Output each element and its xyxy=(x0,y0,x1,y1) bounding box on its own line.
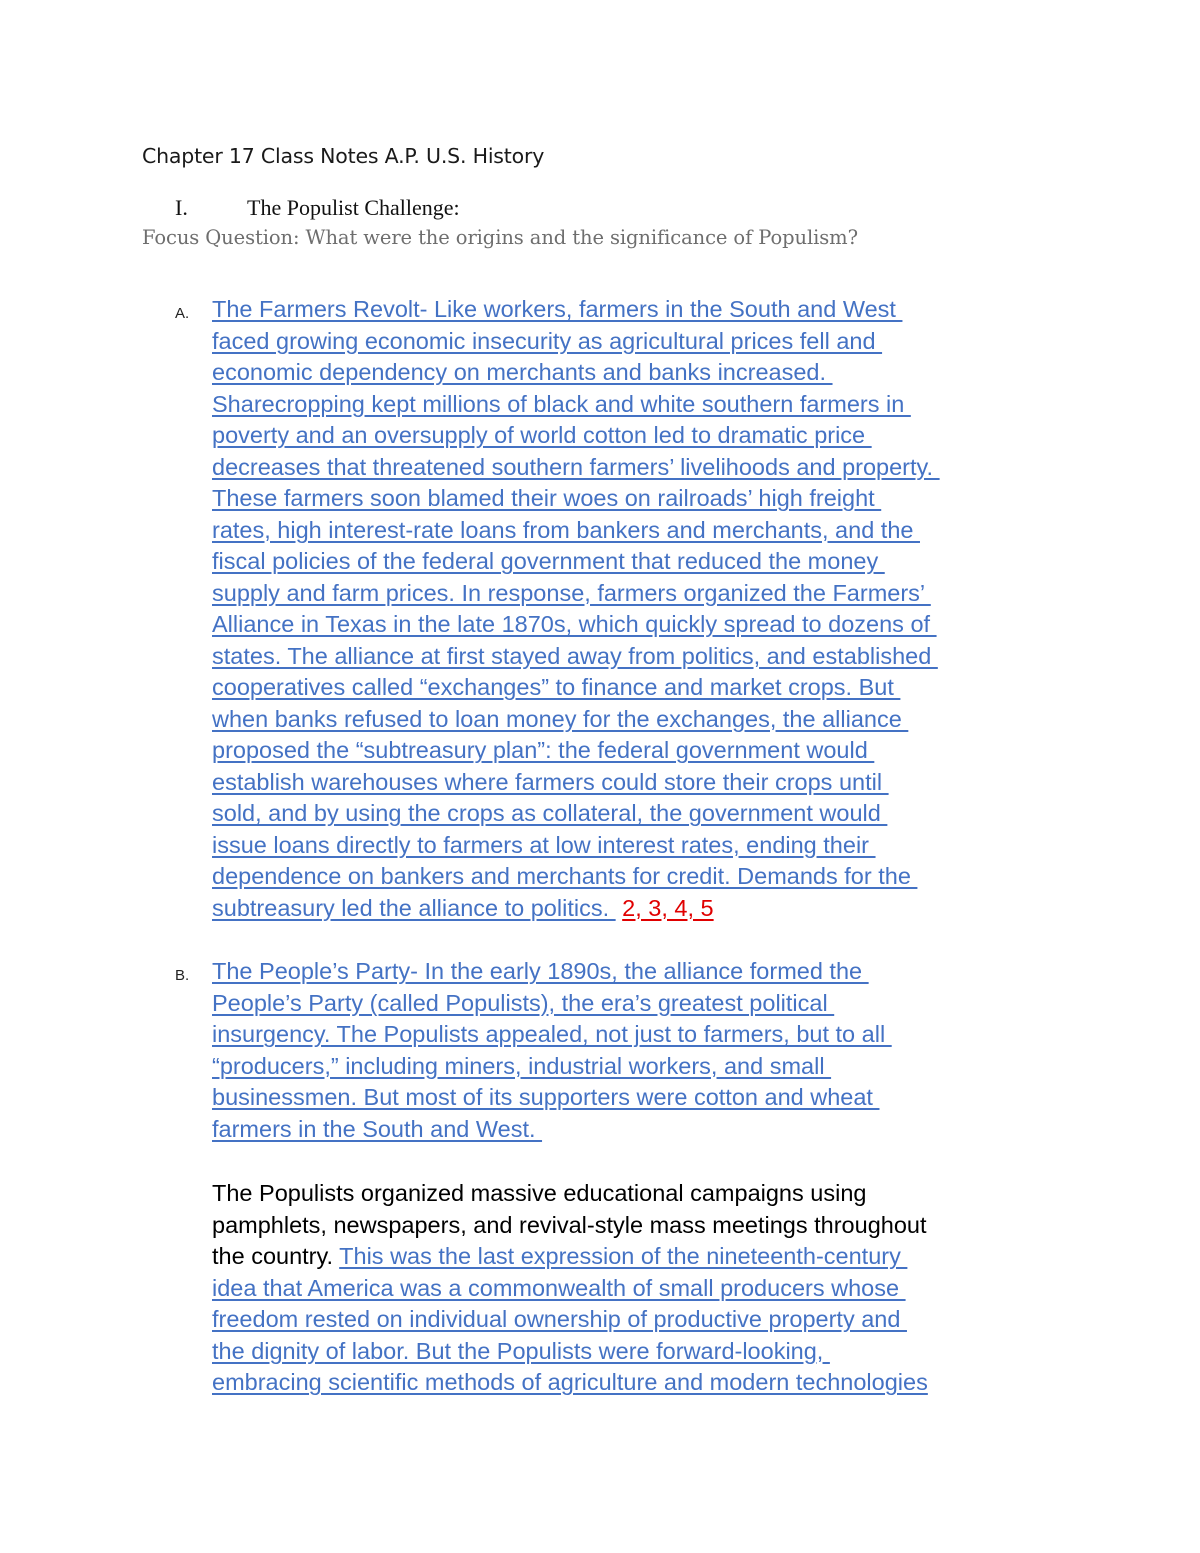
section-heading xyxy=(175,195,460,221)
item-b-text xyxy=(212,956,892,1145)
paragraph-line: pamphlets, newspapers, and revival-style mass meetings throughout xyxy=(212,1211,927,1238)
paragraph-mixed-line xyxy=(212,1241,928,1273)
item-b-line: businessmen. But most of its supporters were cotton and wheat xyxy=(212,1084,880,1110)
item-b-paragraph-2 xyxy=(212,1178,928,1399)
paragraph-line: idea that America was a commonwealth of small producers whose xyxy=(212,1274,906,1301)
item-a-line: rates, high interest-rate loans from bankers and merchants, and the xyxy=(212,516,920,543)
item-a-text xyxy=(212,294,940,924)
item-a-line: poverty and an oversupply of world cotton led to dramatic price xyxy=(212,422,872,448)
item-a-marker: A. xyxy=(175,305,190,322)
item-b-line: farmers in the South and West. xyxy=(212,1115,543,1142)
paragraph-line: freedom rested on individual ownership of productive property and xyxy=(212,1306,907,1332)
item-a-line: when banks refused to loan money for the exchanges, the alliance xyxy=(212,705,909,732)
document-title: Chapter 17 Class Notes A.P. U.S. History xyxy=(142,144,545,168)
focus-question: Focus Question: What were the origins and the significance of Populism? xyxy=(142,226,858,249)
item-a-line: issue loans directly to farmers at low interest rates, ending their xyxy=(212,831,876,858)
item-a-line: faced growing economic insecurity as agricultural prices fell and xyxy=(212,327,883,354)
page-references: 2, 3, 4, 5 xyxy=(622,894,714,921)
item-a-last-line xyxy=(212,893,940,925)
item-a-line: cooperatives called “exchanges” to finance and market crops. But xyxy=(212,674,901,700)
item-a-last-text: subtreasury led the alliance to politics. xyxy=(212,894,616,921)
paragraph-line: the dignity of labor. But the Populists were forward-looking, xyxy=(212,1337,830,1364)
section-number: I. xyxy=(175,195,188,220)
item-a-line: These farmers soon blamed their woes on railroads’ high freight xyxy=(212,485,882,511)
item-a-line: establish warehouses where farmers could store their crops until xyxy=(212,768,889,795)
item-a-line: sold, and by using the crops as collateral, the government would xyxy=(212,800,888,826)
item-a-line: dependence on bankers and merchants for credit. Demands for the xyxy=(212,863,918,889)
item-b-line: The People’s Party- In the early 1890s, the alliance formed the xyxy=(212,958,869,984)
item-a-line: proposed the “subtreasury plan”: the federal government would xyxy=(212,737,875,763)
item-a-line: The Farmers Revolt- Like workers, farmers in the South and West xyxy=(212,296,903,322)
item-b-line: “producers,” including miners, industrial workers, and small xyxy=(212,1052,832,1079)
paragraph-underlined-segment: This was the last expression of the nineteenth-century xyxy=(339,1243,908,1269)
item-a-line: states. The alliance at first stayed away from politics, and established xyxy=(212,642,938,669)
item-a-line: economic dependency on merchants and banks increased. xyxy=(212,359,833,385)
item-a-line: fiscal policies of the federal government that reduced the money xyxy=(212,548,885,574)
item-b-marker: B. xyxy=(175,967,190,984)
section-heading-text: The Populist Challenge: xyxy=(247,195,460,220)
item-b-line: People’s Party (called Populists), the era’s greatest political xyxy=(212,989,835,1016)
paragraph-plain-segment: the country. xyxy=(212,1243,340,1269)
item-a-line: Sharecropping kept millions of black and white southern farmers in xyxy=(212,390,911,417)
item-a-line: decreases that threatened southern farmers’ livelihoods and property. xyxy=(212,453,940,480)
item-a-line: supply and farm prices. In response, farmers organized the Farmers’ xyxy=(212,579,931,606)
item-a-line: Alliance in Texas in the late 1870s, which quickly spread to dozens of xyxy=(212,611,937,637)
paragraph-line: The Populists organized massive educational campaigns using xyxy=(212,1180,867,1206)
item-b-line: insurgency. The Populists appealed, not just to farmers, but to all xyxy=(212,1021,892,1047)
paragraph-line: embracing scientific methods of agriculture and modern technologies xyxy=(212,1369,928,1395)
